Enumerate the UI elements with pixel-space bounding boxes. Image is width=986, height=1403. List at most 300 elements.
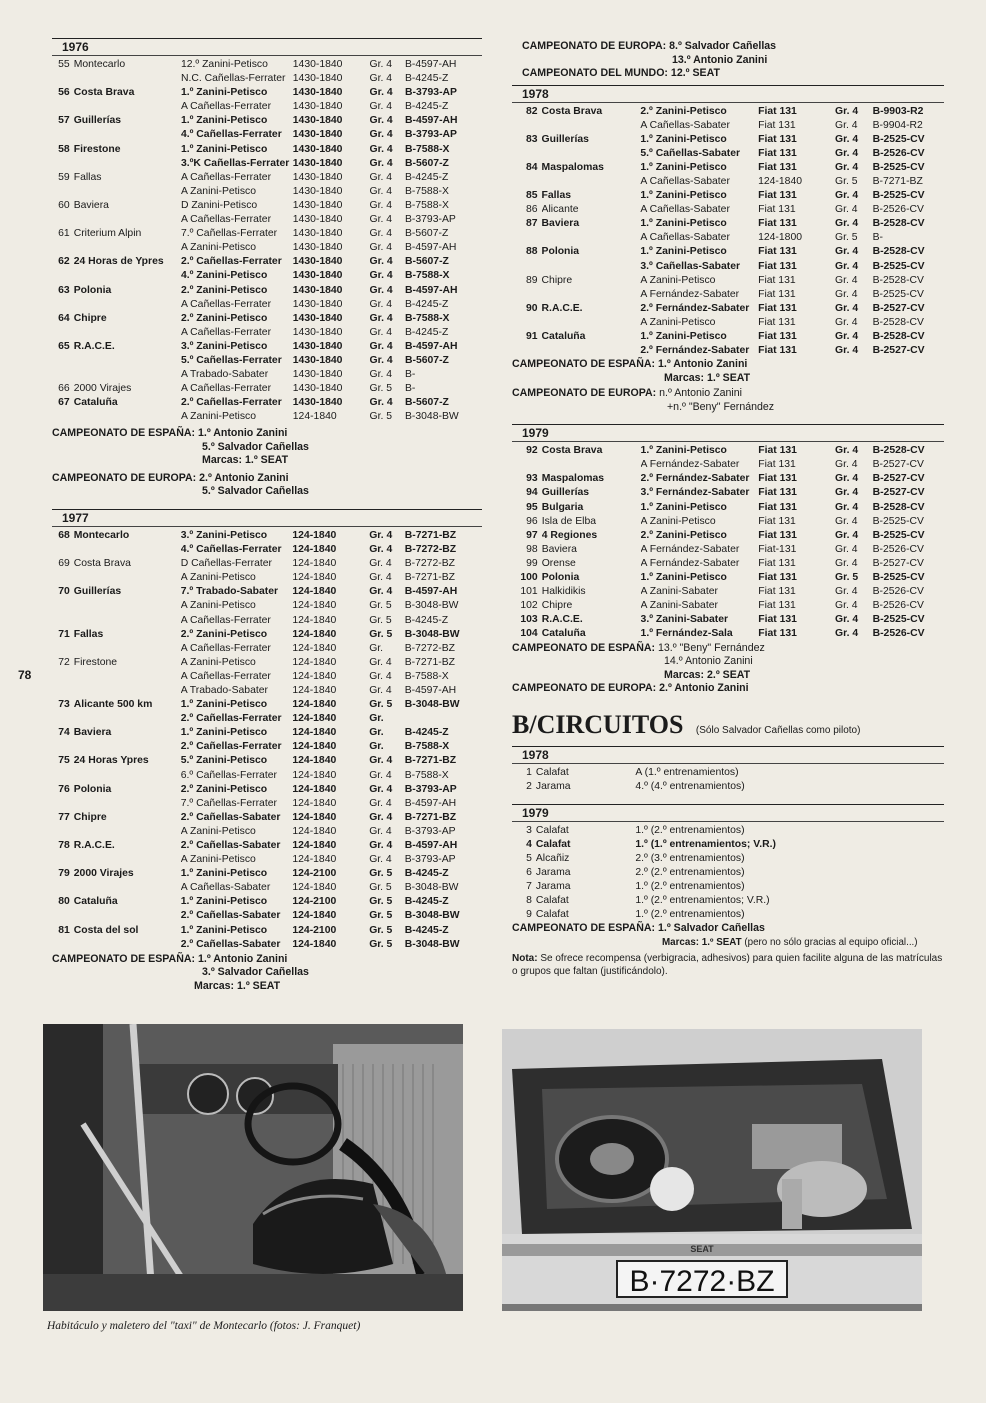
cell-plate: B-2527-CV <box>872 302 925 314</box>
cell-grp: Gr. 4 <box>835 246 859 258</box>
table-row <box>512 175 944 189</box>
nota-text: Se ofrece recompensa (verbigracia, adhesivos) para quien facilite alguna de las matrículas o grupos que faltan (justificándolo). <box>512 953 943 978</box>
cell-car: 1430-1840 <box>292 143 343 155</box>
table-row <box>52 853 482 867</box>
cell-res: 1.º (2.º entrenamientos) <box>635 909 745 921</box>
cell-grp: Gr. 4 <box>835 274 858 286</box>
cell-car: 1430-1840 <box>292 383 343 395</box>
champ-line: Marcas: 2.º SEAT <box>664 668 751 681</box>
cell-event <box>542 260 641 274</box>
cell-event: Costa del sol <box>73 924 139 936</box>
table-row <box>512 571 944 585</box>
table-row <box>52 543 482 557</box>
cell-res: A Cañellas-Sabater <box>180 882 271 894</box>
cell-event <box>542 316 641 330</box>
cell-car: 124-1840 <box>292 882 337 894</box>
cell-event: Baviera <box>73 727 112 739</box>
cell-plate: B-7271-BZ <box>872 175 923 187</box>
cell-car: 1430-1840 <box>292 354 343 366</box>
cell-n: 1 <box>526 766 532 778</box>
cell-car: Fiat 131 <box>758 487 797 499</box>
cell-event <box>74 213 181 227</box>
cell-n: 61 <box>58 228 70 240</box>
table-row <box>512 231 944 245</box>
cell-event <box>74 354 181 368</box>
cell-n: 97 <box>526 529 538 541</box>
circuitos-heading <box>512 710 944 740</box>
champ-line: 13.º "Beny" Fernández <box>657 641 765 654</box>
cell-car: 124-1840 <box>292 727 337 739</box>
cell-plate: B-3048-BW <box>404 938 460 950</box>
cell-car: 1430-1840 <box>292 270 343 282</box>
cell-event <box>74 72 181 86</box>
cell-res: N.C. Cañellas-Ferrater <box>180 73 286 85</box>
cell-car: Fiat 131 <box>758 147 797 159</box>
table-row <box>52 199 482 213</box>
cell-n <box>52 213 74 227</box>
cell-car: 1430-1840 <box>292 115 343 127</box>
cell-event: Chipre <box>541 600 573 612</box>
cell-res: A Zanini-Petisco <box>640 274 716 286</box>
table-row <box>52 614 482 628</box>
cell-n <box>512 260 542 274</box>
cell-plate: B-2526-CV <box>872 628 925 640</box>
cell-res: A Zanini-Petisco <box>180 600 256 612</box>
cell-place: Jarama <box>535 881 571 893</box>
cell-n: 6 <box>526 866 532 878</box>
cell-event: Costa Brava <box>541 445 603 457</box>
cell-plate: B-2525-CV <box>872 260 925 272</box>
cell-car: 124-1840 <box>292 811 337 823</box>
table-row <box>512 458 944 472</box>
table-row <box>512 824 944 838</box>
table-row <box>52 825 482 839</box>
cell-plate: B-7271-BZ <box>404 656 455 668</box>
cell-n <box>52 368 74 382</box>
cell-res: 2.º Zanini-Petisco <box>180 312 268 324</box>
cell-plate: B-3793-AP <box>404 854 456 866</box>
cell-n: 78 <box>58 840 70 851</box>
table-row <box>512 486 944 500</box>
table-row <box>512 585 944 599</box>
cell-res: 2.º Zanini-Petisco <box>180 783 268 795</box>
cell-plate: B-2525-CV <box>872 614 925 626</box>
cell-grp: Gr. 4 <box>369 73 393 85</box>
cell-res: A Zanini-Petisco <box>180 656 256 668</box>
cell-n <box>52 938 74 952</box>
cell-plate: B-2527-CV <box>872 557 924 569</box>
cell-res: 1.º (1.º entrenamientos; V.R.) <box>635 838 776 850</box>
champ-line: 2.º Antonio Zanini <box>199 471 289 484</box>
table-row <box>52 340 482 354</box>
champ-label: CAMPEONATO DE EUROPA: <box>52 471 197 484</box>
cell-grp: Gr. 4 <box>369 171 393 183</box>
cell-place: Calafat <box>535 895 569 907</box>
table-row <box>512 866 944 880</box>
cell-car: 1430-1840 <box>292 59 343 70</box>
cell-res: 4.º Cañellas-Ferrater <box>180 544 282 556</box>
cell-car: 1430-1840 <box>292 185 343 197</box>
cell-grp: Gr. 4 <box>369 656 392 668</box>
table-row <box>52 754 482 768</box>
cell-grp: Gr. 4 <box>369 270 393 282</box>
table-row <box>52 571 482 585</box>
cell-plate: B-5607-Z <box>404 228 449 240</box>
cell-res: A Fernández-Sabater <box>640 557 740 569</box>
cell-event: Baviera <box>541 543 577 555</box>
circuitos-table-1978 <box>512 766 944 794</box>
cell-n <box>52 298 74 312</box>
cell-plate: B-7588-X <box>404 143 450 155</box>
champ-label: CAMPEONATO DE ESPAÑA: <box>512 922 656 935</box>
cell-plate: B-7588-X <box>404 670 449 682</box>
cell-res: D Zanini-Petisco <box>180 199 258 211</box>
circuitos-title: B/CIRCUITOS <box>512 709 684 739</box>
table-row <box>52 881 482 895</box>
cell-n <box>512 344 542 358</box>
cell-car: 124-1840 <box>292 586 337 598</box>
cell-grp: Gr. 4 <box>369 87 393 99</box>
cell-res: 3.º Zanini-Petisco <box>180 340 268 352</box>
champ-line: Marcas: 1.º SEAT <box>202 454 289 467</box>
cell-n <box>52 326 74 340</box>
champ-line: 1.º Antonio Zanini <box>657 358 748 371</box>
table-row <box>52 185 482 199</box>
cell-car: Fiat 131 <box>758 204 796 216</box>
cell-grp: Gr. 4 <box>369 755 393 767</box>
cell-res: A Cañellas-Ferrater <box>180 171 272 183</box>
cell-res: A Cañellas-Ferrater <box>180 101 272 113</box>
table-row <box>512 316 944 330</box>
cell-event: Costa Brava <box>73 558 131 570</box>
cell-car: 124-1840 <box>292 840 337 851</box>
champ-line: n.º Antonio Zanini <box>659 387 742 400</box>
cell-event: 24 Horas Ypres <box>73 755 149 767</box>
cell-event: Cataluña <box>73 896 118 908</box>
cell-res: A Cañellas-Ferrater <box>180 214 272 226</box>
cell-plate: B-7588-X <box>404 769 449 781</box>
cell-res: 1.º Zanini-Petisco <box>640 501 727 513</box>
cell-event: Bulgaria <box>541 501 584 513</box>
cell-grp: Gr. 4 <box>835 501 859 513</box>
cell-grp: Gr. 4 <box>369 256 393 268</box>
cell-plate: B-2527-CV <box>872 487 925 499</box>
cell-grp: Gr. 4 <box>369 326 393 338</box>
cell-res: A Cañellas-Ferrater <box>180 670 271 682</box>
cell-grp: Gr. 4 <box>835 105 859 117</box>
cell-car: Fiat 131 <box>758 572 797 584</box>
cell-plate: B-9903-R2 <box>872 105 924 117</box>
cell-plate: B-7271-BZ <box>404 755 457 767</box>
cell-plate: B-2526-CV <box>872 586 924 598</box>
cell-event <box>74 797 181 811</box>
cell-car: Fiat-131 <box>758 543 797 555</box>
table-row <box>52 143 482 157</box>
cell-res: 2.º (3.º entrenamientos) <box>635 852 745 864</box>
cell-res: 2.º Zanini-Petisco <box>640 529 727 541</box>
cell-n: 60 <box>58 199 70 211</box>
cell-res: A Zanini-Petisco <box>180 825 256 837</box>
cell-grp: Gr. 4 <box>369 312 393 324</box>
circuitos-championship <box>512 922 944 949</box>
table-row <box>52 128 482 142</box>
cell-grp: Gr. <box>369 727 384 739</box>
cell-event <box>74 853 181 867</box>
table-row <box>512 260 944 274</box>
cell-res: 2.º Cañellas-Sabater <box>180 811 281 823</box>
championship-top <box>512 40 944 81</box>
cell-n: 64 <box>58 312 70 324</box>
cell-car: 124-1840 <box>292 600 337 612</box>
cell-grp: Gr. 4 <box>835 161 859 173</box>
cell-car: Fiat 131 <box>758 105 797 117</box>
results-table-1978 <box>512 105 944 359</box>
cell-res: 1.º Zanini-Petisco <box>180 868 268 880</box>
cell-event <box>542 147 641 161</box>
cell-res: A Fernández-Sabater <box>640 288 740 300</box>
cell-event: Maspalomas <box>541 473 605 485</box>
cell-n <box>52 642 74 656</box>
cell-plate: B-5607-Z <box>404 256 449 268</box>
cell-event <box>74 368 181 382</box>
cell-n <box>52 853 74 867</box>
cell-grp: Gr. 4 <box>835 515 858 527</box>
cell-event: Fallas <box>541 190 572 202</box>
cell-grp: Gr. 4 <box>369 529 393 541</box>
champ-line: 14.º Antonio Zanini <box>664 655 753 667</box>
cell-car: 124-1840 <box>292 670 337 682</box>
cell-grp: Gr. 5 <box>369 896 393 908</box>
cell-car: 124-1840 <box>292 825 337 837</box>
cell-grp: Gr. 4 <box>835 600 858 612</box>
left-column <box>52 38 482 993</box>
cell-grp: Gr. 4 <box>369 228 393 240</box>
cell-res: 2.º Cañellas-Ferrater <box>180 741 282 753</box>
cell-event <box>74 769 181 783</box>
table-row <box>512 543 944 557</box>
cell-n: 9 <box>526 909 532 921</box>
cell-plate: B-2525-CV <box>872 190 925 202</box>
cell-plate: B-2528-CV <box>872 445 925 457</box>
table-row <box>52 114 482 128</box>
cell-event <box>542 231 641 245</box>
cell-plate: B-4245-Z <box>404 101 449 113</box>
cell-res: 5.º Cañellas-Ferrater <box>180 354 282 366</box>
cell-n: 7 <box>526 881 532 893</box>
cell-grp: Gr. 4 <box>369 284 393 296</box>
cell-res: 1.º Zanini-Petisco <box>180 896 268 908</box>
cell-event: Guillerías <box>541 133 589 145</box>
cell-n <box>52 825 74 839</box>
cell-event <box>74 881 181 895</box>
cell-n: 59 <box>58 171 70 183</box>
cell-n <box>512 316 542 330</box>
table-row <box>52 410 482 424</box>
champ-note: (pero no sólo gracias al equipo oficial...) <box>744 936 918 948</box>
cell-res: 4.º Cañellas-Ferrater <box>180 129 282 141</box>
cell-car: Fiat 131 <box>758 600 796 612</box>
cell-car: 1430-1840 <box>292 171 343 183</box>
circuitos-subtitle: (Sólo Salvador Cañellas como piloto) <box>695 724 861 736</box>
cell-event <box>74 571 181 585</box>
interior-photo-image <box>43 1024 463 1311</box>
year-header-1977: 1977 <box>52 509 482 527</box>
cell-grp: Gr. 4 <box>369 797 392 809</box>
cell-n: 95 <box>526 501 538 513</box>
cell-grp: Gr. 4 <box>369 157 393 169</box>
cell-event <box>74 938 181 952</box>
cell-car: 124-1840 <box>292 544 337 556</box>
table-row <box>52 396 482 410</box>
champ-line: Marcas: 1.º SEAT <box>664 371 751 384</box>
cell-plate: B-4597-AH <box>404 59 457 70</box>
cell-car: 1430-1840 <box>292 214 343 226</box>
cell-n: 66 <box>58 383 70 395</box>
champ-label: CAMPEONATO DE EUROPA: <box>522 40 667 52</box>
cell-n: 89 <box>525 274 538 286</box>
table-row <box>52 368 482 382</box>
cell-n: 83 <box>525 133 538 145</box>
cell-res: 1.º Fernández-Sala <box>640 628 733 640</box>
cell-grp: Gr. 4 <box>835 473 859 485</box>
cell-event: Montecarlo <box>73 529 130 541</box>
cell-event <box>74 712 181 726</box>
cell-n: 2 <box>526 780 532 792</box>
table-row <box>52 269 482 283</box>
cell-car: 1430-1840 <box>292 242 343 254</box>
table-row <box>52 284 482 298</box>
cell-plate: B-7271-BZ <box>404 811 457 823</box>
cell-n <box>52 614 74 628</box>
champ-line: +n.º "Beny" Fernández <box>667 400 775 413</box>
cell-event: Orense <box>541 557 576 569</box>
cell-n <box>52 410 74 424</box>
cell-n <box>52 797 74 811</box>
cell-event <box>74 269 181 283</box>
table-row <box>512 217 944 231</box>
cell-plate: B-2526-CV <box>872 543 924 555</box>
table-row <box>512 908 944 922</box>
cell-event <box>74 100 181 114</box>
cell-car: 124-1840 <box>292 769 337 781</box>
cell-plate: B-7588-X <box>404 185 449 197</box>
cell-event <box>74 642 181 656</box>
cell-event: Montecarlo <box>73 59 126 70</box>
cell-res: A Trabado-Sabater <box>180 369 269 381</box>
cell-place: Calafat <box>535 909 569 921</box>
cell-n: 67 <box>58 397 70 409</box>
cell-event <box>74 157 181 171</box>
cell-event: Halkidikis <box>541 586 586 598</box>
cell-n: 99 <box>526 557 538 569</box>
cell-event: Baviera <box>73 199 109 211</box>
cell-event: R.A.C.E. <box>73 840 115 851</box>
cell-res: A Fernández-Sabater <box>640 459 740 471</box>
table-row <box>52 72 482 86</box>
cell-grp: Gr. 4 <box>369 59 393 70</box>
cell-plate: B-3793-AP <box>404 783 457 795</box>
cell-plate: B-4245-Z <box>404 73 449 85</box>
cell-grp: Gr. 4 <box>835 260 859 272</box>
cell-car: 124-1840 <box>292 656 337 668</box>
cell-car: 124-1840 <box>292 783 337 795</box>
cell-grp: Gr. 5 <box>369 938 393 950</box>
cell-place: Jarama <box>535 866 571 878</box>
cell-n <box>52 157 74 171</box>
cell-grp: Gr. 4 <box>369 544 393 556</box>
cell-grp: Gr. 4 <box>835 487 859 499</box>
cell-plate: B- <box>872 232 883 244</box>
cell-car: Fiat 131 <box>758 445 797 457</box>
cell-event <box>74 128 181 142</box>
cell-car: 124-1840 <box>292 572 337 584</box>
cell-res: 3.º Zanini-Sabater <box>640 614 729 626</box>
cell-res: A Cañellas-Sabater <box>640 204 730 216</box>
cell-plate: B-4245-Z <box>404 727 449 739</box>
table-row <box>52 783 482 797</box>
cell-plate: B-2527-CV <box>872 459 924 471</box>
cell-n: 79 <box>58 868 70 880</box>
table-row <box>512 147 944 161</box>
cell-res: 3.º Fernández-Sabater <box>640 487 750 499</box>
champ-label: CAMPEONATO DE EUROPA: <box>512 682 657 694</box>
table-row <box>52 642 482 656</box>
cell-res: A Zanini-Petisco <box>640 515 716 527</box>
cell-n: 65 <box>58 340 70 352</box>
champ-label: CAMPEONATO DE EUROPA: <box>512 387 657 400</box>
cell-car: Fiat 131 <box>758 302 797 314</box>
cell-res: 2.º Cañellas-Sabater <box>180 910 281 922</box>
cell-plate: B-3793-AP <box>404 129 457 141</box>
cell-grp: Gr. 4 <box>369 214 393 226</box>
cell-event <box>74 684 181 698</box>
interior-photo <box>43 1024 463 1311</box>
cell-grp: Gr. 5 <box>369 614 392 626</box>
cell-n: 94 <box>526 487 538 499</box>
cell-n <box>52 128 74 142</box>
cell-n: 71 <box>58 628 70 640</box>
table-row <box>52 839 482 853</box>
table-row <box>52 557 482 571</box>
cell-car: 124-1840 <box>292 558 337 570</box>
cell-grp: Gr. <box>369 713 384 725</box>
table-row <box>52 712 482 726</box>
cell-plate: B-7272-BZ <box>404 558 455 570</box>
champ-line: 1.º Antonio Zanini <box>197 952 288 965</box>
cell-grp: Gr. 4 <box>835 614 859 626</box>
cell-grp: Gr. 4 <box>369 572 392 584</box>
cell-n <box>52 712 74 726</box>
year-header-1976: 1976 <box>52 38 482 56</box>
cell-res: 1.º Zanini-Petisco <box>640 572 727 584</box>
cell-grp: Gr. 5 <box>369 882 392 894</box>
cell-grp: Gr. 4 <box>369 558 392 570</box>
champ-line: 2.º Antonio Zanini <box>659 682 749 694</box>
cell-n: 58 <box>58 143 70 155</box>
cell-plate: B-2525-CV <box>872 572 925 584</box>
cell-n <box>512 458 542 472</box>
cell-grp: Gr. 4 <box>369 298 393 310</box>
cell-plate: B-2528-CV <box>872 316 924 328</box>
cell-plate <box>405 712 482 726</box>
table-row <box>52 241 482 255</box>
cell-res: A Zanini-Petisco <box>180 572 256 584</box>
cell-car: Fiat 131 <box>758 614 797 626</box>
cell-event <box>74 185 181 199</box>
cell-event: Fallas <box>73 171 102 183</box>
cell-grp: Gr. 5 <box>369 699 393 711</box>
cell-event: Criterium Alpin <box>73 228 142 240</box>
